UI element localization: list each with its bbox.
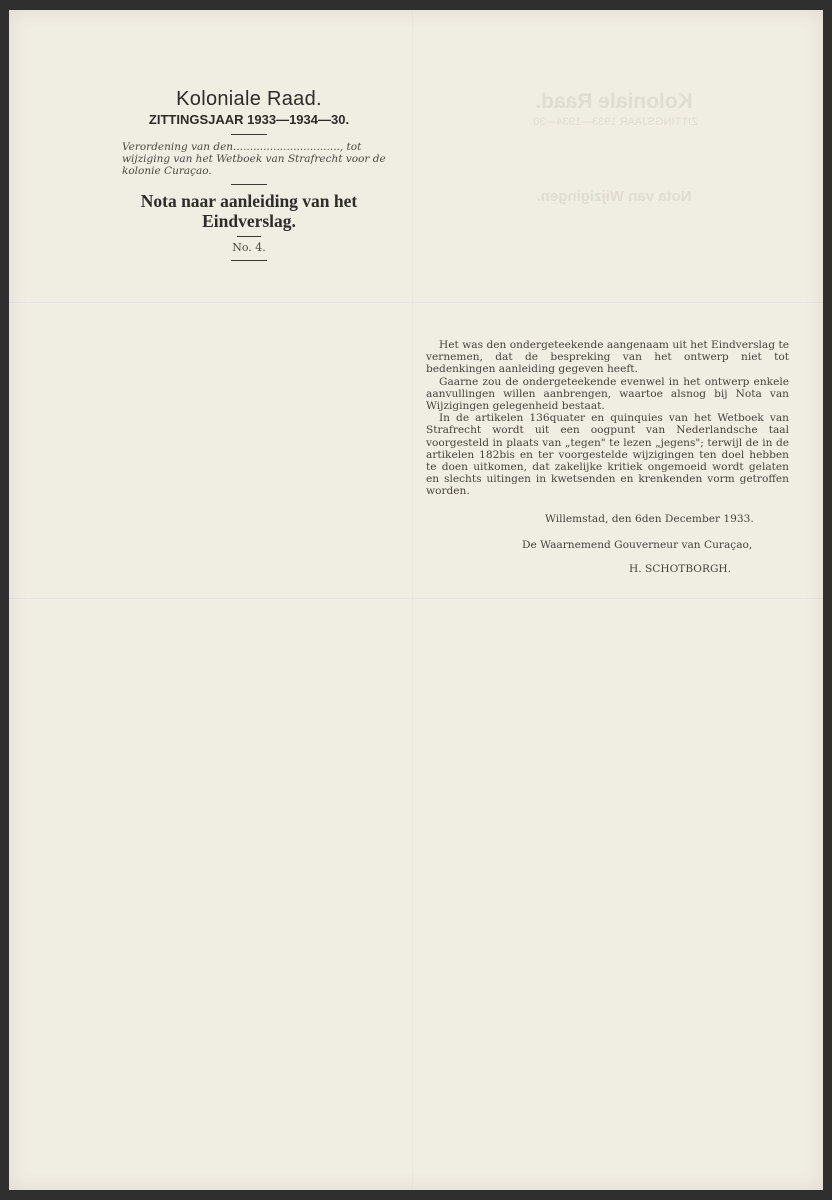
paragraph: Gaarne zou de ondergeteekende evenwel in het ontwerp enkele aanvullingen willen aanbrengen, waartoe alsnog bij Nota van Wijzigingen gelegenheid bestaat. [426, 375, 789, 413]
body-text [426, 339, 789, 498]
signatory-role: De Waarnemend Gouverneur van Curaçao, [522, 539, 753, 551]
divider [237, 236, 261, 237]
document-header [110, 88, 388, 267]
signatory-name: H. SCHOTBORGH. [629, 563, 732, 575]
council-title: Koloniale Raad. [176, 88, 322, 110]
nota-title: Nota naar aanleiding van het Eindverslag. [140, 191, 358, 231]
divider [231, 184, 267, 185]
divider [231, 260, 267, 261]
fold-line [412, 10, 414, 1190]
ordinance-subject: Verordening van den................................, tot wijziging van het Wetboek van Strafrecht voor de kolonie Curaçao. [122, 141, 386, 177]
bleed-through-text: Koloniale Raad. ZITTINGSJAAR 1933—1934—30. Nota van Wijzigingen. [530, 90, 698, 205]
document-number: No. 4. [232, 241, 266, 254]
paragraph: In de artikelen 136quater en quinquies van het Wetboek van Strafrecht wordt uit een oogpunt van Nederlandsche taal voorgesteld in plaats van „tegen" te lezen „jegens"; terwijl de in de artikelen 182bis en ter voorgestelde wijzigingen ten doel hebben te doen uitkomen, dat zakelijke kritiek ongemoeid wordt gelaten en slechts uitingen in kwetsenden en krenkenden vorm getroffen worden. [426, 412, 789, 498]
divider [231, 134, 267, 135]
fold-line [9, 598, 823, 600]
session-year: ZITTINGSJAAR 1933—1934—30. [148, 112, 350, 127]
place-date: Willemstad, den 6den December 1933. [545, 513, 754, 525]
paragraph: Het was den ondergeteekende aangenaam uit het Eindverslag te vernemen, dat de bespreking van het ontwerp niet tot bedenkingen aanleiding gegeven heeft. [426, 339, 789, 376]
fold-line [9, 302, 823, 304]
